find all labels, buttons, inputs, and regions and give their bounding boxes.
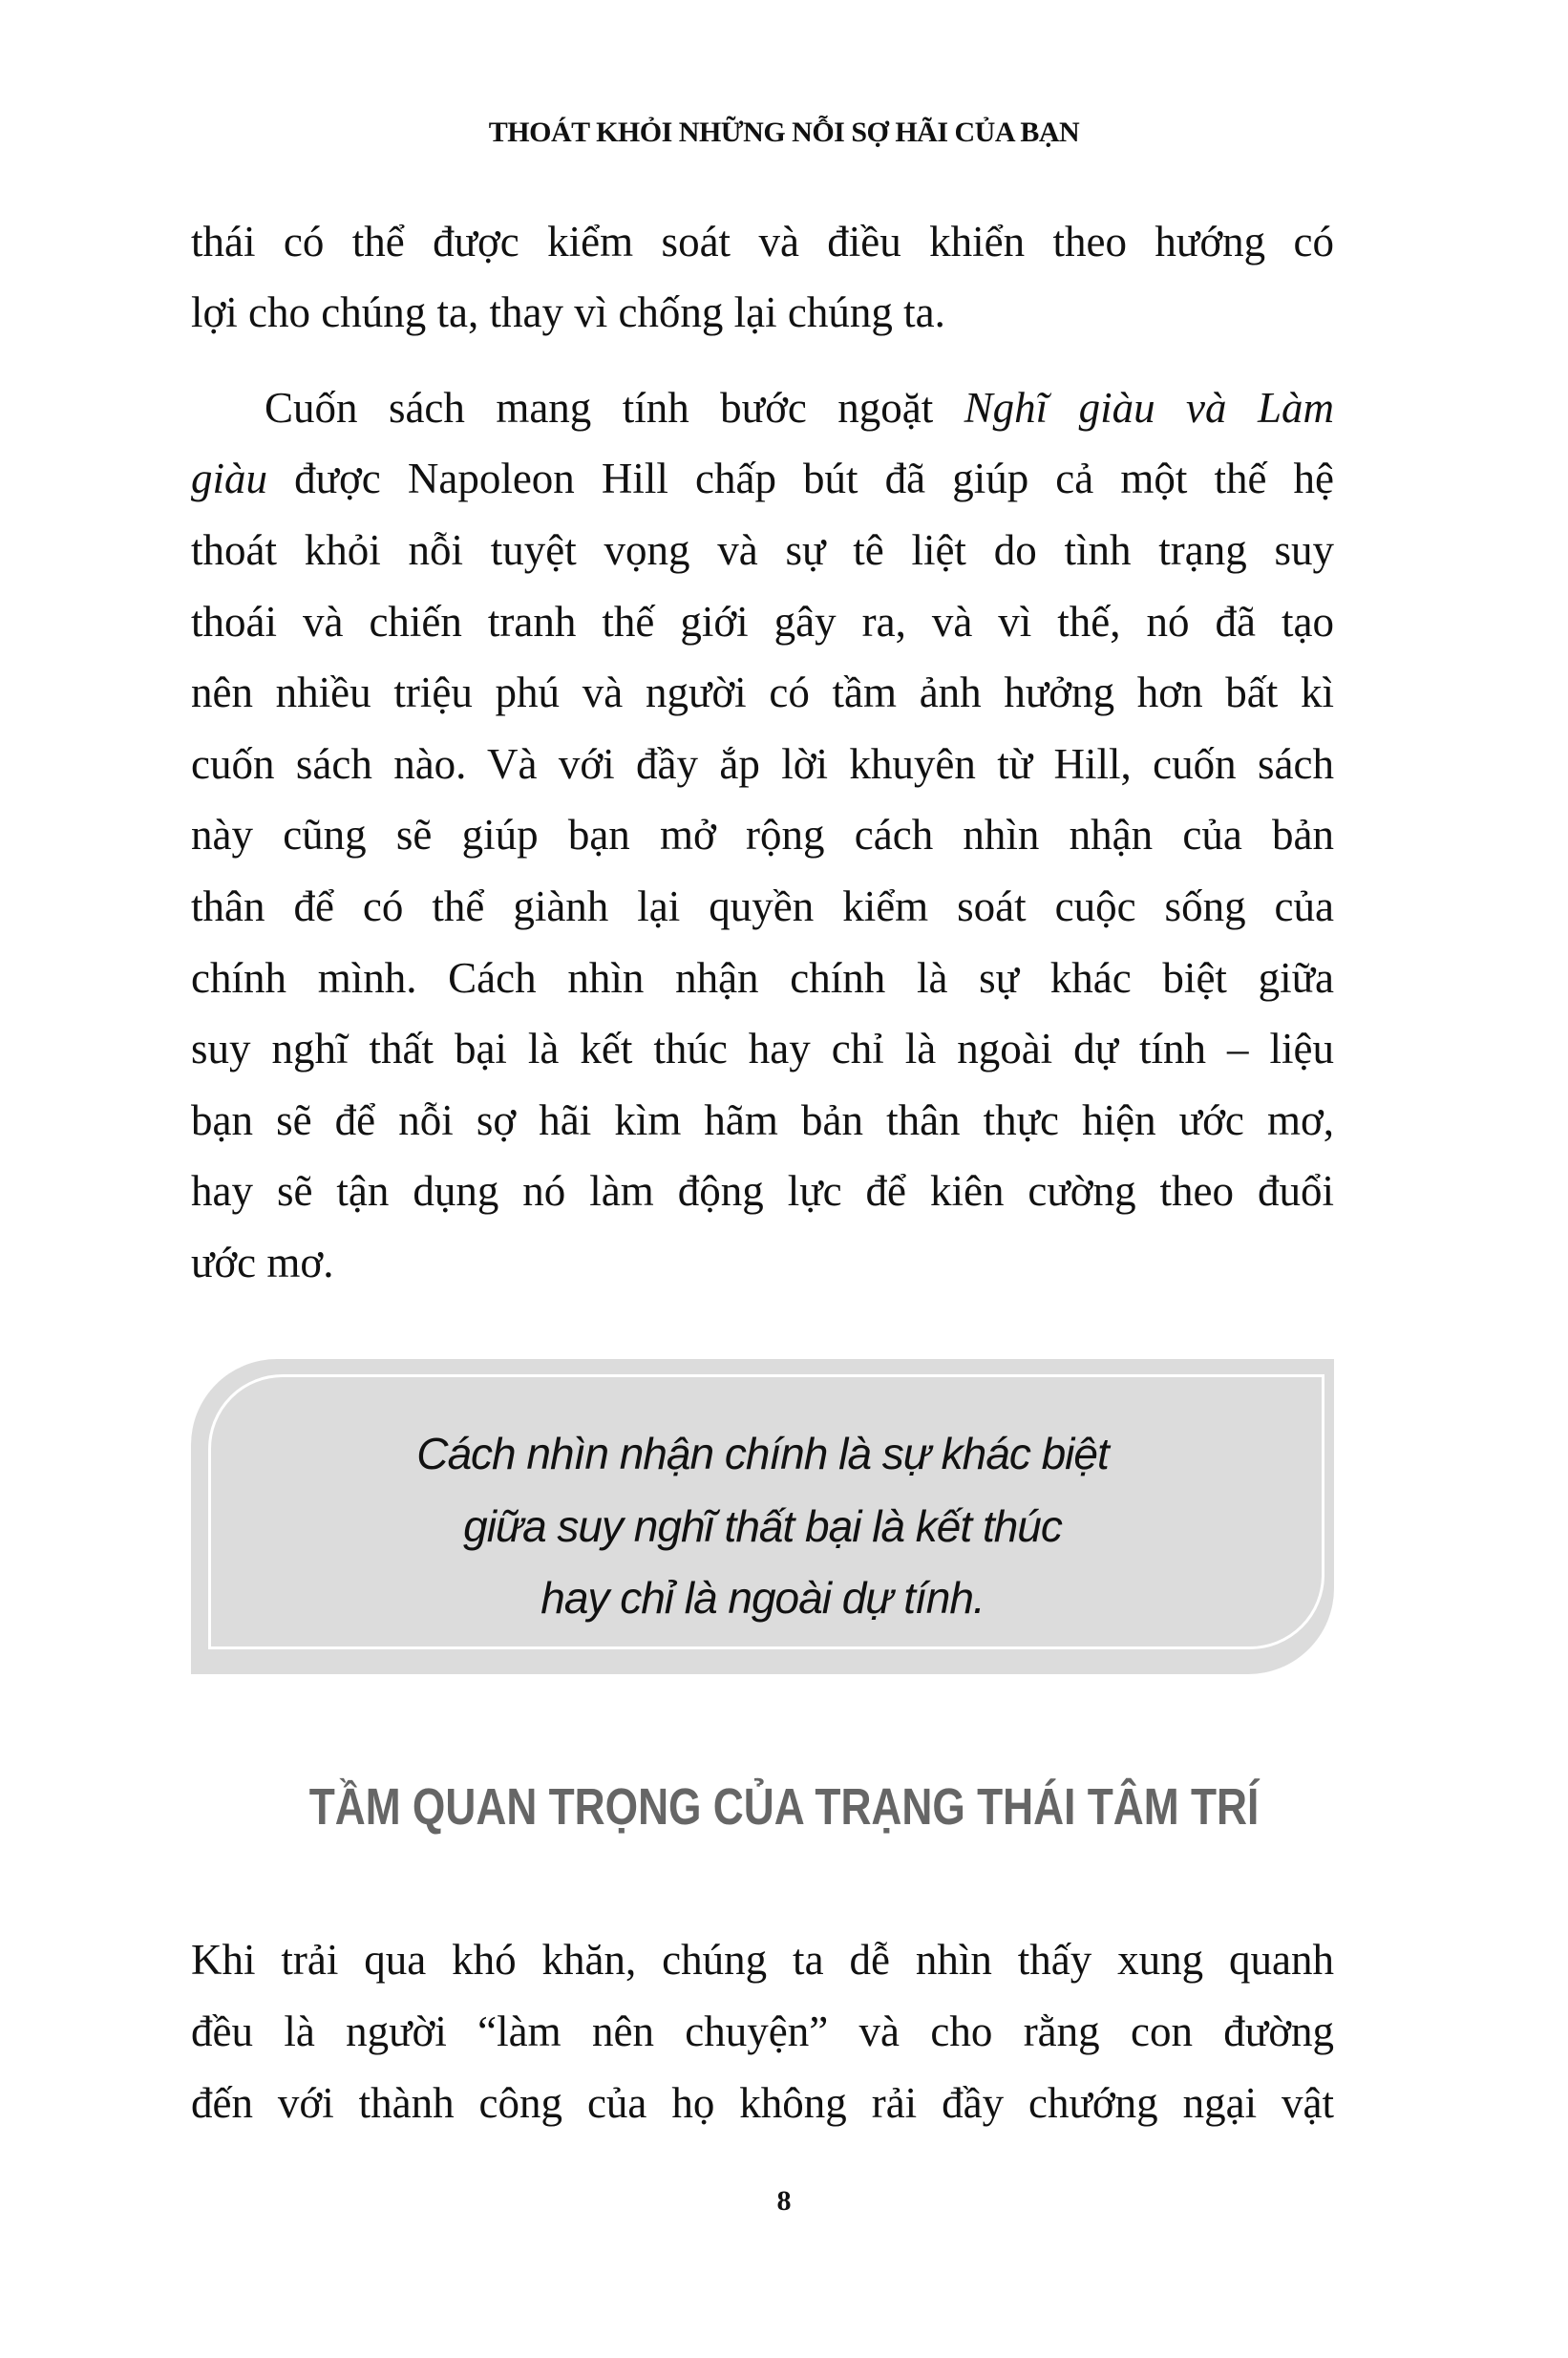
body-line	[191, 450, 1334, 507]
body-line: thoát khỏi nỗi tuyệt vọng và sự tê liệt do tình trạng suy	[191, 526, 1334, 574]
section-heading: TẦM QUAN TRỌNG CỦA TRẠNG THÁI TÂM TRÍ	[308, 1778, 1260, 1836]
body-line: đến với thành công của họ không rải đầy chướng ngại vật	[191, 2079, 1334, 2127]
text: được Napoleon Hill chấp bút đã giúp cả một thế hệ	[267, 455, 1334, 502]
body-line	[265, 379, 1334, 436]
text: Cuốn sách mang tính bước ngoặt	[265, 384, 964, 432]
body-line: cuốn sách nào. Và với đầy ắp lời khuyên từ Hill, cuốn sách	[191, 739, 1334, 788]
body-line: thoái và chiến tranh thế giới gây ra, và vì thế, nó đã tạo	[191, 597, 1334, 646]
body-line: ước mơ.	[191, 1239, 334, 1286]
body-line: đều là người “làm nên chuyện” và cho rằng con đường	[191, 2007, 1334, 2055]
body-line: hay sẽ tận dụng nó làm động lực để kiên cường theo đuổi	[191, 1167, 1334, 1216]
body-line: thân để có thể giành lại quyền kiểm soát cuộc sống của	[191, 882, 1334, 930]
pull-quote-line: Cách nhìn nhận chính là sự khác biệt	[416, 1429, 1109, 1478]
page-number: 8	[776, 2185, 792, 2217]
body-line: bạn sẽ để nỗi sợ hãi kìm hãm bản thân thực hiện ước mơ,	[191, 1095, 1334, 1144]
pull-quote-line: giữa suy nghĩ thất bại là kết thúc	[463, 1501, 1062, 1551]
book-title: giàu	[191, 455, 268, 502]
body-line: thái có thể được kiểm soát và điều khiển theo hướng có	[191, 218, 1334, 266]
body-line: này cũng sẽ giúp bạn mở rộng cách nhìn nhận của bản	[191, 811, 1334, 860]
pull-quote-box	[191, 1359, 1334, 1674]
body-line: suy nghĩ thất bại là kết thúc hay chỉ là ngoài dự tính – liệu	[191, 1025, 1334, 1073]
body-line: nên nhiều triệu phú và người có tầm ảnh hưởng hơn bất kì	[191, 669, 1334, 717]
running-head: THOÁT KHỎI NHỮNG NỖI SỢ HÃI CỦA BẠN	[488, 117, 1080, 148]
body-line: chính mình. Cách nhìn nhận chính là sự khác biệt giữa	[191, 953, 1334, 1002]
body-line: lợi cho chúng ta, thay vì chống lại chúng ta.	[191, 288, 945, 336]
pull-quote-line: hay chỉ là ngoài dự tính.	[540, 1573, 985, 1623]
body-line: Khi trải qua khó khăn, chúng ta dễ nhìn thấy xung quanh	[191, 1936, 1334, 1984]
book-title: Nghĩ giàu và Làm	[964, 384, 1334, 432]
